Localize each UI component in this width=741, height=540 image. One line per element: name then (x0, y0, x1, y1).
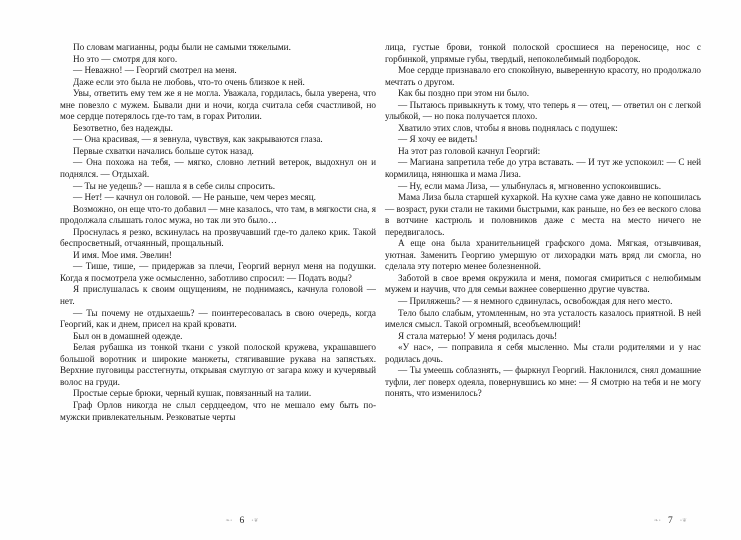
paragraph: Хватило этих слов, чтобы я вновь поднялась с подушек: (398, 122, 618, 133)
paragraph: Первые схватки начались больше суток назад. (73, 145, 254, 156)
paragraph: По словам магианны, роды были не самыми тяжелыми. (73, 42, 291, 52)
ornament-right-icon: •❦ (251, 518, 259, 525)
paragraph: Заботой в свое время окружила и меня, помогая смириться с нелюбимым мужем и научив, что для семьи важнее совершенно другие чувства. (385, 272, 701, 295)
paragraph: Был он в домашней одежде. (73, 330, 183, 341)
folio-left (0, 516, 432, 526)
folio-right (380, 516, 741, 526)
paragraph: Я прислушалась к своим ощущениям, не поднимаясь, качнула головой — нет. (60, 284, 376, 307)
paragraph: — Ты не уедешь? — нашла я в себе силы спросить. (73, 180, 276, 191)
paragraph: Безответно, без надежды. (73, 122, 173, 133)
paragraph: Как бы поздно при этом ни было. (398, 88, 529, 99)
paragraph: — Пытаюсь привыкнуть к тому, что теперь я — отец, — ответил он с легкой улыбкой, — но пока получается плохо. (385, 99, 701, 122)
paragraph: — Нет! — качнул он головой. — Не раньше, чем через месяц. (73, 192, 316, 203)
paragraph: — Приляжешь? — я немного сдвинулась, освобождая для него место. (398, 296, 673, 307)
paragraph: — Она красивая, — я зевнула, чувствуя, как закрываются глаза. (73, 134, 323, 145)
paragraph: Простые серые брюки, черный кушак, повязанный на талии. (73, 388, 312, 399)
paragraph: — Я хочу ее видеть! (398, 134, 478, 145)
paragraph: — Магиана запретила тебе до утра вставать. — И тут же успокоил: — С ней кормилица, нянюшка и мама Лиза. (385, 157, 701, 180)
left-page-textblock (60, 42, 376, 423)
page-right (380, 0, 741, 540)
paragraph: Возможно, он еще что-то добавил — мне казалось, что там, в мягкости сна, я продолжала слышать голос мужа, но так ли это было… (60, 203, 376, 226)
paragraph: Белая рубашка из тонкой ткани с узкой полоской кружева, украшавшего большой воротник и широкие манжеты, стягивавшие рукава на запястьях. Верхние пуговицы расстегнуты, открывая смуглую от загара кожу и кучерявый волос на груди. (60, 342, 376, 387)
paragraph: — Ты умеешь соблазнять, — фыркнул Георгий. Наклонился, снял домашние туфли, лег поверх одеяла, повернувшись ко мне: — Я смотрю на тебя и не могу понять, что изменилось? (385, 365, 701, 399)
paragraph: — Тише, тише, — придержав за плечи, Георгий вернул меня на подушки. Когда я посмотрела уже осмысленно, заботливо спросил: — Подать воды? (60, 261, 376, 283)
page-gutter (380, 0, 381, 540)
ornament-left-icon: ❧• (653, 518, 662, 525)
paragraph: Мама Лиза была старшей кухаркой. На кухне сама уже давно не копошилась — возраст, руки стали не такими быстрыми, как раньше, но без ее веского слова в вотчине кастрюль и половников даже с места на место ничего не передвигалось. (385, 192, 701, 237)
paragraph: Граф Орлов никогда не слыл сердцеедом, что не мешало ему быть по-мужски привлекательным. Резковатые черты (60, 399, 376, 422)
paragraph: На этот раз головой качнул Георгий: (398, 145, 541, 156)
right-page-textblock (385, 42, 701, 400)
paragraph: — Ты почему не отдыхаешь? — поинтересовалась в свою очередь, когда Георгий, как и днем, присел на край кровати. (60, 307, 376, 330)
paragraph: Увы, ответить ему тем же я не могла. Уважала, гордилась, была уверена, что мне повезло с мужем. Бывали дни и ночи, когда считала себя счастливой, но мое сердце потерялось где-то там, в горах Ритолии. (60, 88, 376, 122)
paragraph: Я стала матерью! У меня родилась дочь! (398, 330, 558, 341)
paragraph: И имя. Мое имя. Эвелин! (73, 249, 172, 260)
page-number-right: 7 (668, 516, 673, 526)
paragraph: Мое сердце признавало его спокойную, выверенную красоту, но продолжало мечтать о другом. (385, 65, 701, 87)
paragraph: — Ну, если мама Лиза, — улыбнулась я, мгновенно успокоившись. (398, 180, 661, 191)
paragraph: А еще она была хранительницей графского дома. Мягкая, отзывчивая, уютная. Заменить Георгию умершую от лихорадки мать вряд ли смогла, но сделала эту потерю менее болезненной. (385, 238, 701, 272)
paragraph: «У нас», — поправила я себя мысленно. Мы стали родителями и у нас родилась дочь. (385, 342, 701, 364)
paragraph: Тело было слабым, утомленным, но эта усталость казалось приятной. В ней имелся смысл. Такой огромный, всеобъемлющий! (385, 307, 701, 330)
paragraph: лица, густые брови, тонкой полоской сросшиеся на переносице, нос с горбинкой, упрямые губы, твердый, непоколебимый подбородок. (385, 42, 701, 64)
paragraph: Даже если это была не любовь, что-то очень близкое к ней. (73, 76, 305, 87)
paragraph: — Она похожа на тебя, — мягко, словно летний ветерок, выдохнул он и поднялся. — Отдыхай. (60, 157, 376, 180)
paragraph: — Неважно! — Георгий смотрел на меня. (73, 65, 237, 76)
ornament-right-icon: •❦ (679, 518, 688, 525)
paragraph: Но это — смотря для кого. (73, 53, 178, 64)
ornament-left-icon: ❧• (225, 518, 233, 525)
page-number-left: 6 (239, 516, 245, 526)
paragraph: Проснулась я резко, вскинулась на прозвучавший где-то далеко крик. Такой беспросветный, отчаянный, прощальный. (60, 226, 376, 249)
